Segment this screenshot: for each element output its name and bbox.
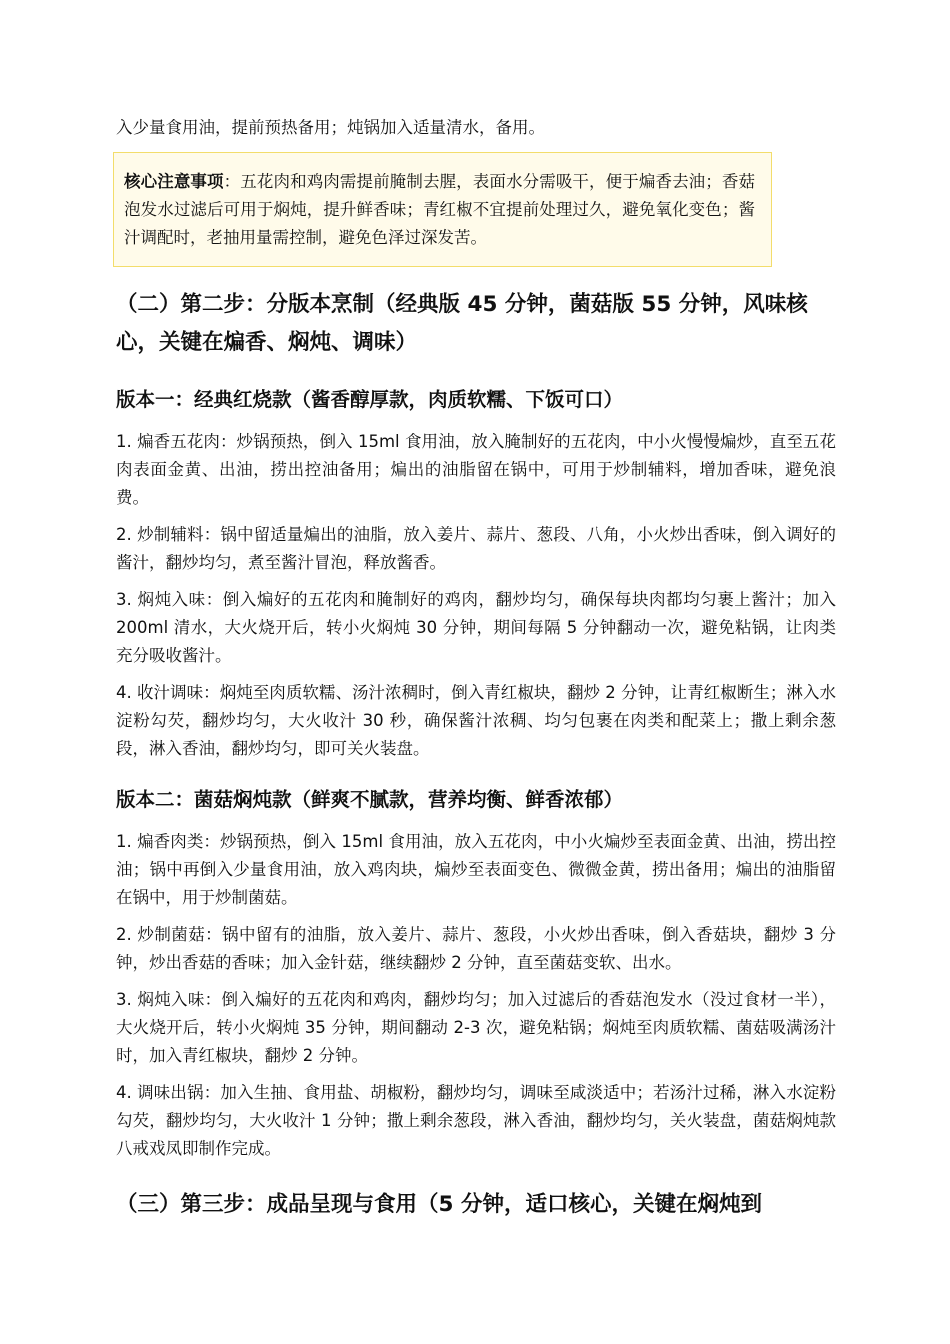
core-notes-text: 五花肉和鸡肉需提前腌制去腥，表面水分需吸干，便于煸香去油；香菇泡发水过滤后可用于焖炖，提升鲜香味；青红椒不宜提前处理过久，避免氧化变色；酱汁调配时，老抽用量需控制，避免色泽过深发苦。: [124, 172, 756, 247]
section-3-heading: （三）第三步：成品呈现与食用（5 分钟，适口核心，关键在焖炖到: [116, 1192, 762, 1217]
version-1-step-4: 4. 收汁调味：焖炖至肉质软糯、汤汁浓稠时，倒入青红椒块，翻炒 2 分钟，让青红椒断生；淋入水淀粉勾芡，翻炒均匀，大火收汁 30 秒，确保酱汁浓稠、均匀包裹在肉类和配菜上；撒上剩余葱段，淋入香油，翻炒均匀，即可关火装盘。: [116, 683, 836, 758]
version-1-step-1: 1. 煸香五花肉：炒锅预热，倒入 15ml 食用油，放入腌制好的五花肉，中小火慢慢煸炒，直至五花肉表面金黄、出油，捞出控油备用；煸出的油脂留在锅中，可用于炒制辅料，增加香味，避免浪费。: [116, 432, 836, 507]
version-2-heading: 版本二：菌菇焖炖款（鲜爽不腻款，营养均衡、鲜香浓郁）: [116, 788, 624, 811]
version-2-step-3: 3. 焖炖入味：倒入煸好的五花肉和鸡肉，翻炒均匀；加入过滤后的香菇泡发水（没过食材一半），大火烧开后，转小火焖炖 35 分钟，期间翻动 2-3 次，避免粘锅；焖炖至肉质软糯、菌菇吸满汤汁时，加入青红椒块，翻炒 2 分钟。: [116, 990, 836, 1065]
version-2-step-4: 4. 调味出锅：加入生抽、食用盐、胡椒粉，翻炒均匀，调味至咸淡适中；若汤汁过稀，淋入水淀粉勾芡，翻炒均匀，大火收汁 1 分钟；撒上剩余葱段，淋入香油，翻炒均匀，关火装盘，菌菇焖炖款八戒戏凤即制作完成。: [116, 1083, 836, 1158]
core-notes-label: 核心注意事项: [124, 172, 224, 191]
core-notes-box: [113, 152, 772, 267]
core-notes-separator: ：: [223, 172, 241, 191]
version-1-heading: 版本一：经典红烧款（酱香醇厚款，肉质软糯、下饭可口）: [116, 388, 624, 411]
version-1-step-3: 3. 焖炖入味：倒入煸好的五花肉和腌制好的鸡肉，翻炒均匀，确保每块肉都均匀裹上酱汁；加入 200ml 清水，大火烧开后，转小火焖炖 30 分钟，期间每隔 5 分钟翻动一次，避免粘锅，让肉类充分吸收酱汁。: [116, 590, 836, 665]
intro-paragraph: 入少量食用油，提前预热备用；炖锅加入适量清水，备用。: [116, 118, 545, 137]
version-2-step-2: 2. 炒制菌菇：锅中留有的油脂，放入姜片、蒜片、葱段，小火炒出香味，倒入香菇块，翻炒 3 分钟，炒出香菇的香味；加入金针菇，继续翻炒 2 分钟，直至菌菇变软、出水。: [116, 925, 836, 972]
version-2-step-1: 1. 煸香肉类：炒锅预热，倒入 15ml 食用油，放入五花肉，中小火煸炒至表面金黄、出油，捞出控油；锅中再倒入少量食用油，放入鸡肉块，煸炒至表面变色、微微金黄，捞出备用；煸出的油脂留在锅中，用于炒制菌菇。: [116, 832, 836, 907]
version-1-step-2: 2. 炒制辅料：锅中留适量煸出的油脂，放入姜片、蒜片、葱段、八角，小火炒出香味，倒入调好的酱汁，翻炒均匀，煮至酱汁冒泡，释放酱香。: [116, 525, 836, 572]
section-2-heading: （二）第二步：分版本烹制（经典版 45 分钟，菌菇版 55 分钟，风味核心，关键在煸香、焖炖、调味）: [116, 292, 808, 355]
